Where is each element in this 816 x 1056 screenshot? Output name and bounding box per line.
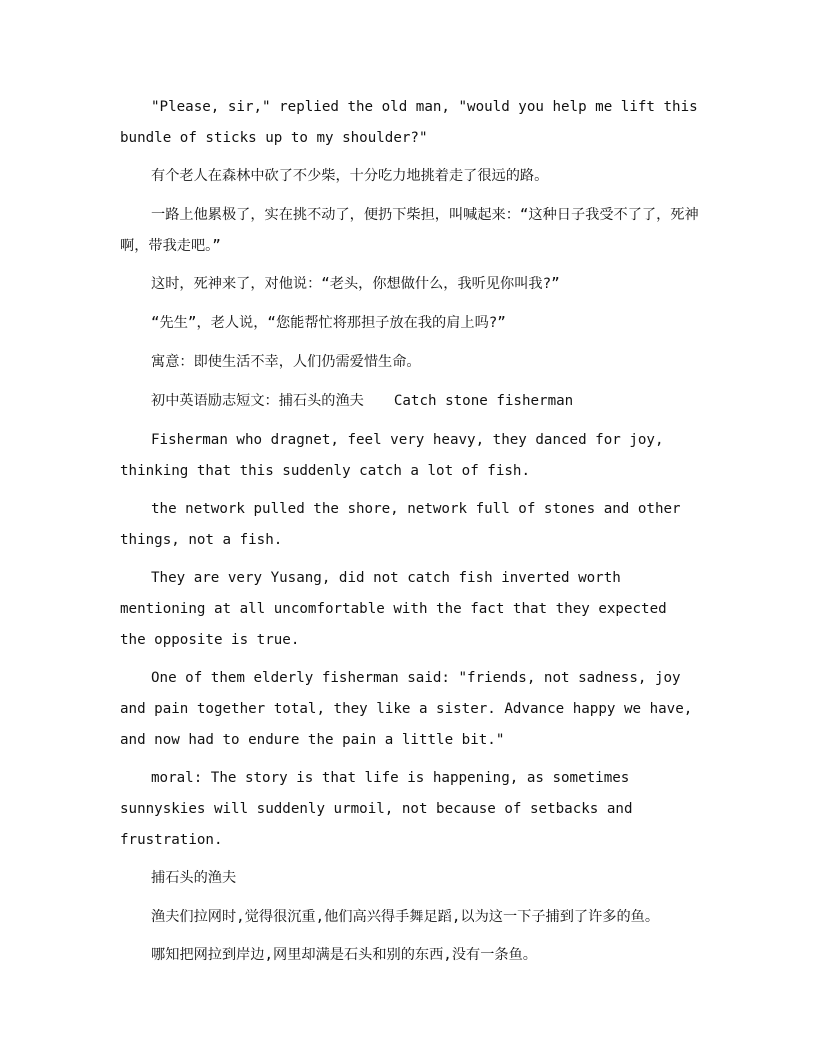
paragraph-cn-4: “先生”，老人说，“您能帮忙将那担子放在我的肩上吗?” — [151, 315, 506, 331]
paragraph-cn-2: 一路上他累极了，实在挑不动了，便扔下柴担，叫喊起来：“这种日子我受不了了，死神啊，带我走吧。” — [120, 207, 699, 254]
paragraph-en-3: They are very Yusang, did not catch fish inverted worth mentioning at all uncomfortable with the fact that they expected the opposite is true. — [120, 570, 667, 648]
paragraph-en-2: the network pulled the shore, network full of stones and other things, not a fish. — [120, 501, 681, 548]
paragraph-en-1: Fisherman who dragnet, feel very heavy, they danced for joy, thinking that this suddenly catch a lot of fish. — [120, 432, 664, 479]
paragraph-cn-fish-1: 渔夫们拉网时,觉得很沉重,他们高兴得手舞足蹈,以为这一下子捕到了许多的鱼。 — [151, 909, 660, 925]
chinese-title: 捕石头的渔夫 — [151, 870, 237, 886]
paragraph-cn-fish-2: 哪知把网拉到岸边,网里却满是石头和别的东西,没有一条鱼。 — [151, 947, 537, 963]
paragraph-en-moral: moral: The story is that life is happening, as sometimes sunnyskies will suddenly urmoil, not because of setbacks and frustration. — [120, 770, 633, 848]
section-title-en: Catch stone fisherman — [393, 393, 574, 409]
section-title-cn: 初中英语励志短文：捕石头的渔夫 — [151, 393, 364, 409]
paragraph-old-man-reply: "Please, sir," replied the old man, "would you help me lift this bundle of sticks up to my shoulder?" — [120, 99, 698, 146]
section-title — [120, 386, 700, 417]
paragraph-cn-3: 这时，死神来了，对他说：“老头，你想做什么，我听见你叫我?” — [151, 276, 560, 292]
paragraph-cn-1: 有个老人在森林中砍了不少柴，十分吃力地挑着走了很远的路。 — [151, 168, 549, 184]
document-body — [120, 92, 700, 979]
paragraph-moral-cn: 寓意：即使生活不幸，人们仍需爱惜生命。 — [151, 354, 421, 370]
paragraph-en-4: One of them elderly fisherman said: "friends, not sadness, joy and pain together total, they like a sister. Advance happy we have, and now had to endure the pain a little bit." — [120, 670, 693, 748]
